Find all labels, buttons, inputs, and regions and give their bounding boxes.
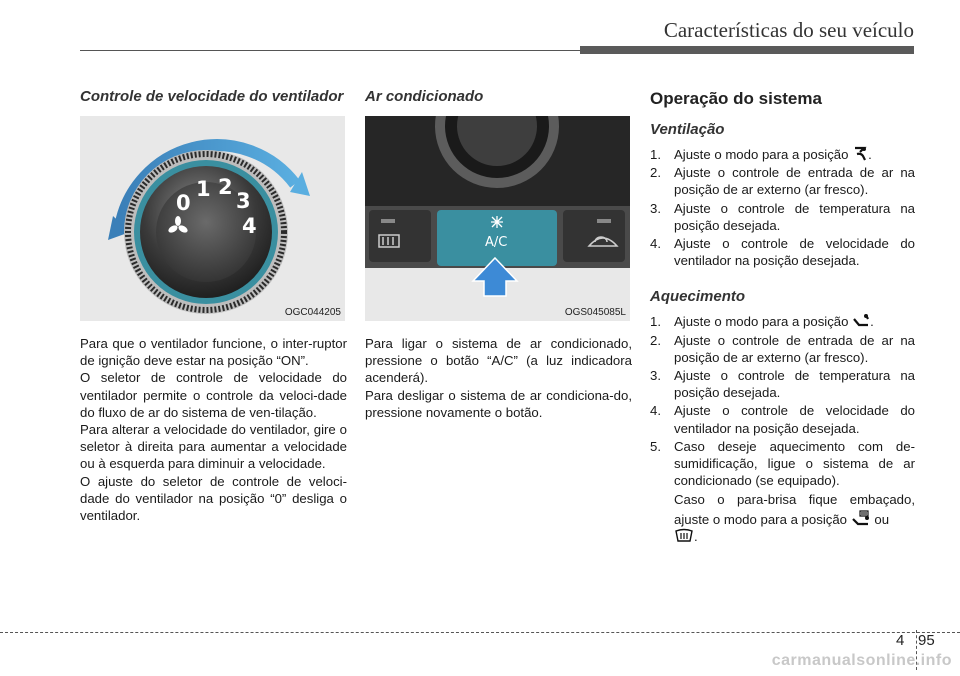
figure-code: OGC044205 (284, 307, 341, 318)
header-rule-thick (580, 46, 914, 54)
mode-face-vent-icon (852, 146, 868, 162)
list-item: 4. Ajuste o controle de velocidade do ventilador na posição desejada. (650, 403, 915, 436)
ac-panel-illustration (365, 116, 630, 321)
footer-rule (0, 632, 960, 633)
fan-speed-title: Controle de velocidade do ventilador (80, 88, 344, 105)
dial-number-0: 0 (176, 191, 191, 215)
paragraph: Para desligar o sistema de ar condiciona-do, pressione novamente o botão. (365, 387, 632, 420)
system-operation-title: Operação do sistema (650, 89, 822, 108)
fan-dial-figure (80, 116, 345, 321)
paragraph: O seletor de controle de velocidade do ventilador permite o controle da veloci-dade do fluxo de ar do sistema de ven-tilação. (80, 370, 347, 420)
list-item: 1. Ajuste o modo para a posição . (650, 147, 872, 162)
windshield-defrost-icon (674, 528, 694, 544)
dial-number-4: 4 (242, 214, 257, 238)
air-conditioning-section (365, 88, 632, 421)
header-rule-thin (80, 50, 580, 51)
dial-number-2: 2 (218, 175, 233, 199)
paragraph: Para alterar a velocidade do ventilador, gire o seletor à direita para aumentar a velocidade ou à esquerda para diminuir a velocidade. (80, 422, 347, 472)
page-number-value: 95 (918, 632, 935, 649)
list-item: 5. Caso deseje aquecimento com de-sumidificação, ligue o sistema de ar condicionado (se equipado). Caso o para-brisa fique embaçado, ajuste o modo para a posição ou . (650, 438, 915, 544)
paragraph: Para que o ventilador funcione, o inter-ruptor de ignição deve estar na posição “ON”. (80, 336, 347, 369)
heating-steps (650, 313, 915, 545)
list-item: 4. Ajuste o controle de velocidade do ventilador na posição desejada. (650, 236, 915, 269)
dial-number-1: 1 (196, 177, 211, 201)
list-item: 2. Ajuste o controle de entrada de ar na posição de ar externo (ar fresco). (650, 332, 915, 365)
ac-title: Ar condicionado (365, 88, 484, 105)
heating-title: Aquecimento (650, 288, 746, 306)
ventilation-title: Ventilação (650, 121, 725, 138)
ventilation-steps (650, 146, 915, 269)
ac-panel-figure (365, 116, 630, 321)
ac-snowflake-icon (491, 216, 503, 228)
system-operation-section (650, 88, 915, 546)
list-item: 1. Ajuste o modo para a posição . (650, 314, 874, 330)
ac-button-label: A/C (485, 235, 508, 250)
paragraph: O ajuste do seletor de controle de veloci-dade do ventilador na posição “0” desliga o ventilador. (80, 473, 347, 524)
chapter-number: 4 (896, 632, 905, 649)
paragraph: Para ligar o sistema de ar condicionado, pressione o botão “A/C” (a luz indicadora acenderá). (365, 336, 632, 386)
figure-code: OGS045085L (564, 307, 626, 318)
fan-speed-section (80, 88, 347, 524)
mode-floor-defrost-icon (851, 509, 871, 527)
mode-floor-icon (852, 313, 870, 329)
watermark: carmanualsonline.info (771, 652, 952, 669)
list-item: 2. Ajuste o controle de entrada de ar na posição de ar externo (ar fresco). (650, 165, 915, 198)
list-item: 3. Ajuste o controle de temperatura na posição desejada. (650, 200, 915, 233)
fan-dial-illustration (80, 116, 345, 321)
list-item: 3. Ajuste o controle de temperatura na posição desejada. (650, 368, 915, 401)
dial-number-3: 3 (236, 189, 251, 213)
header-title: Características do seu veículo (663, 18, 914, 42)
